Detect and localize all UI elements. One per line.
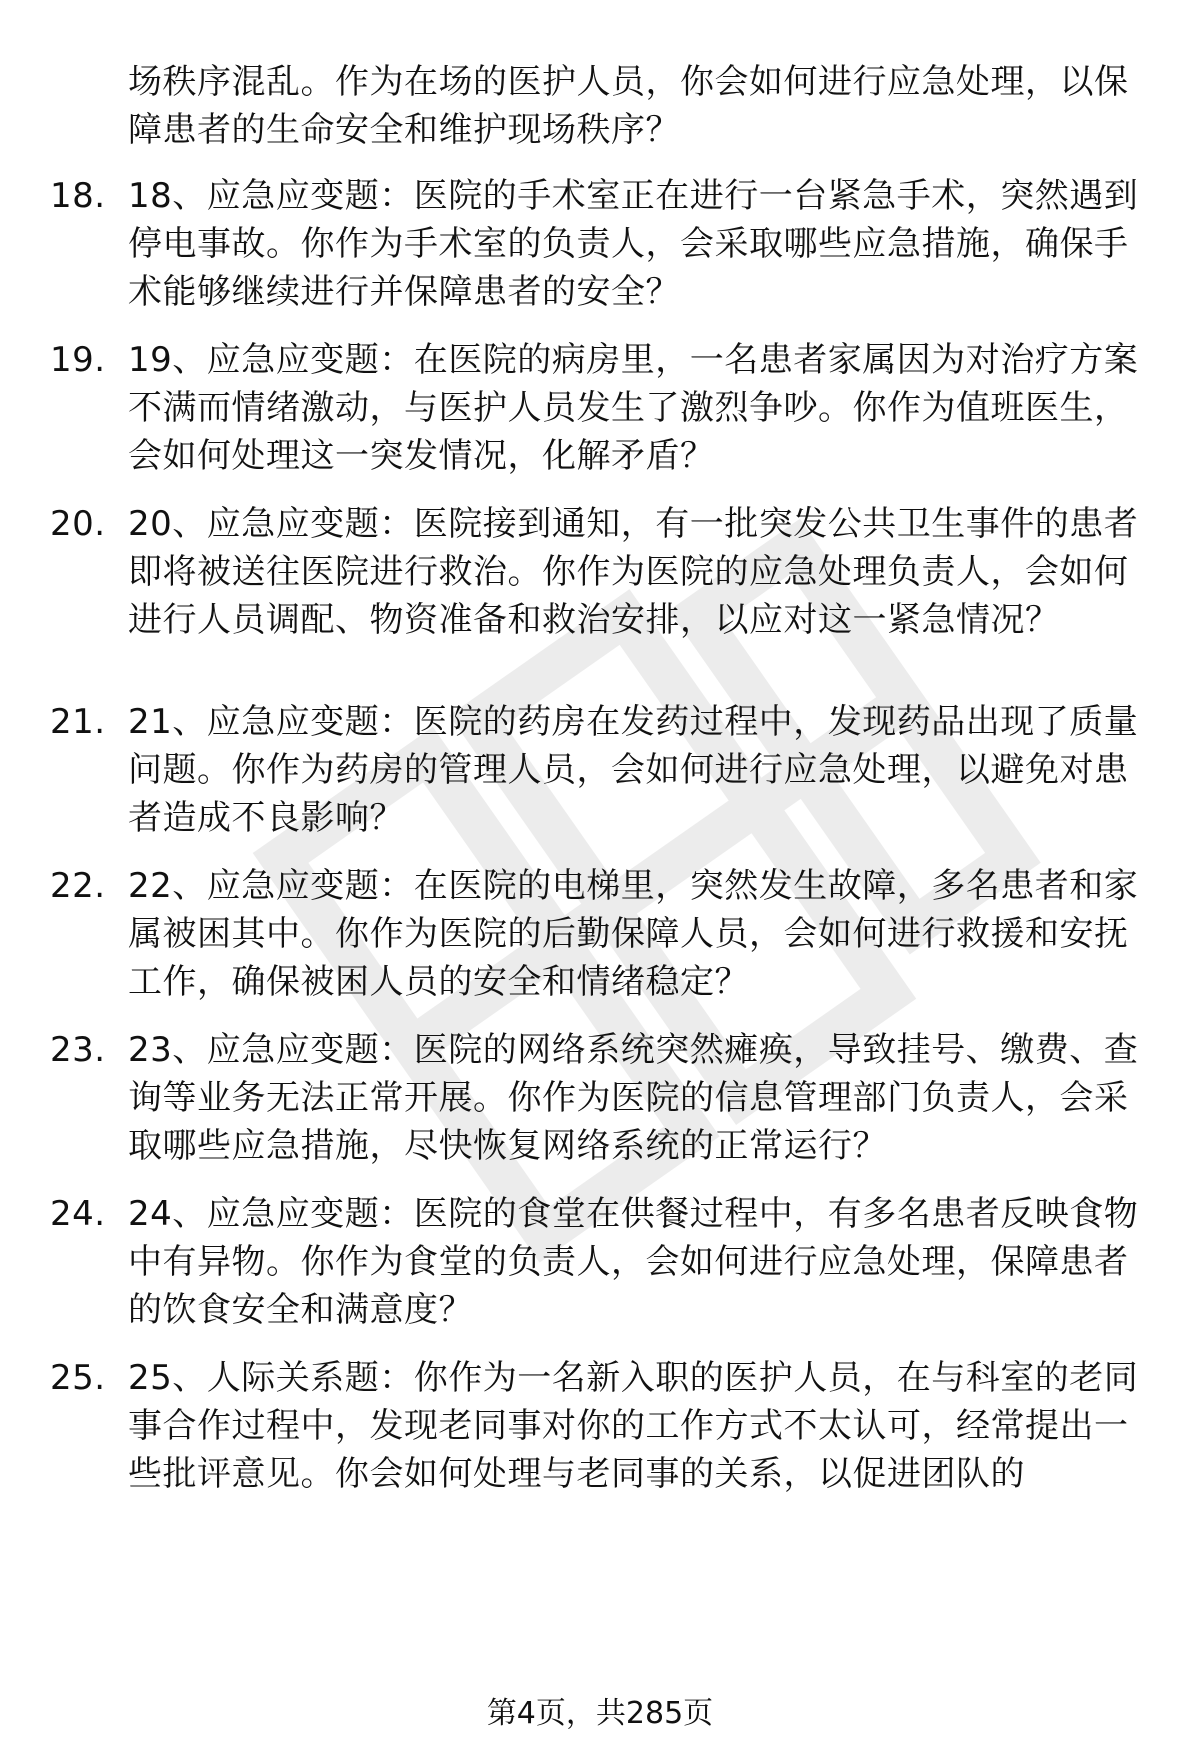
page-number-footer: 第4页，共285页 — [486, 1696, 714, 1731]
list-item-number: 23. — [50, 1030, 106, 1070]
list-item-text: 22、应急应变题：在医院的电梯里，突然发生故障，多名患者和家属被困其中。你作为医院的后勤保障人员，会如何进行救援和安抚工作，确保被困人员的安全和情绪稳定？ — [128, 866, 1139, 1002]
list-item-number: 21. — [50, 702, 106, 742]
list-item-number: 19. — [50, 340, 106, 380]
list-item-number: 25. — [50, 1358, 106, 1398]
list-item-number: 22. — [50, 866, 106, 906]
list-item-text: 19、应急应变题：在医院的病房里，一名患者家属因为对治疗方案不满而情绪激动，与医护人员发生了激烈争吵。你作为值班医生，会如何处理这一突发情况，化解矛盾？ — [128, 340, 1139, 476]
list-item-text: 21、应急应变题：医院的药房在发药过程中，发现药品出现了质量问题。你作为药房的管理人员，会如何进行应急处理，以避免对患者造成不良影响？ — [128, 702, 1139, 838]
continued-question-text: 场秩序混乱。作为在场的医护人员，你会如何进行应急处理，以保障患者的生命安全和维护现场秩序？ — [128, 62, 1129, 150]
list-item-number: 18. — [50, 176, 106, 216]
list-item-text: 23、应急应变题：医院的网络系统突然瘫痪，导致挂号、缴费、查询等业务无法正常开展。你作为医院的信息管理部门负责人，会采取哪些应急措施，尽快恢复网络系统的正常运行？ — [128, 1030, 1139, 1166]
list-item-text: 24、应急应变题：医院的食堂在供餐过程中，有多名患者反映食物中有异物。你作为食堂的负责人，会如何进行应急处理，保障患者的饮食安全和满意度？ — [128, 1194, 1139, 1330]
list-item-number: 24. — [50, 1194, 106, 1234]
list-item-text: 20、应急应变题：医院接到通知，有一批突发公共卫生事件的患者即将被送往医院进行救治。你作为医院的应急处理负责人，会如何进行人员调配、物资准备和救治安排，以应对这一紧急情况？ — [128, 504, 1139, 640]
list-item-text: 25、人际关系题：你作为一名新入职的医护人员，在与科室的老同事合作过程中，发现老同事对你的工作方式不太认可，经常提出一些批评意见。你会如何处理与老同事的关系，以促进团队的 — [128, 1358, 1139, 1494]
list-item-text: 18、应急应变题：医院的手术室正在进行一台紧急手术，突然遇到停电事故。你作为手术室的负责人，会采取哪些应急措施，确保手术能够继续进行并保障患者的安全？ — [128, 176, 1139, 312]
list-item-number: 20. — [50, 504, 106, 544]
